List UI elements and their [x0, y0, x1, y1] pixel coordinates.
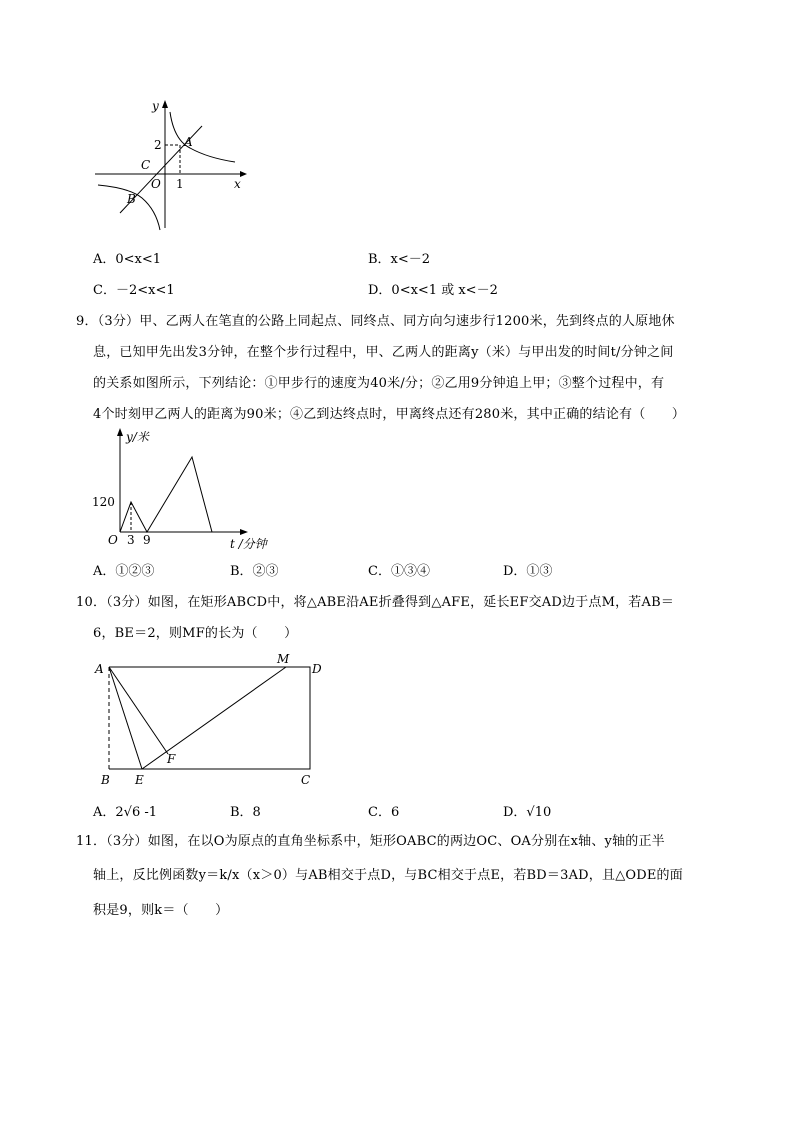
q9-option-d[interactable]: D．①③ [503, 564, 553, 579]
q9-text-line-4: 4个时刻甲乙两人的距离为90米；④乙到达终点时，甲离终点还有280米，其中正确的结论有（ ） [93, 407, 686, 422]
q9-option-a[interactable]: A．①②③ [93, 564, 155, 579]
graph-x-label: t /分钟 [230, 537, 267, 551]
y-axis-label: y [152, 99, 159, 113]
q11-text-line-3: 积是9，则k＝（ ） [93, 903, 229, 918]
x-axis-arrow [240, 171, 247, 177]
point-m: M [277, 652, 290, 666]
point-c-label: C [141, 158, 151, 172]
tick-2: 2 [154, 138, 162, 152]
q11-text-line-1: 11．（3分）如图，在以O为原点的直角坐标系中，矩形OABC的两边OC、OA分别在x轴、y轴的正半 [76, 834, 665, 849]
rect-outline [109, 667, 310, 769]
point-d: D [312, 662, 322, 676]
graph-x-axis-arrow [240, 529, 248, 535]
q9-text-line-2: 息，已知甲先出发3分钟，在整个步行过程中，甲、乙两人的距离y（米）与甲出发的时间t/分钟之间 [93, 345, 674, 360]
point-c: C [301, 773, 311, 787]
origin-label: O [151, 177, 161, 191]
q10-rectangle-figure [90, 650, 330, 790]
q8-option-c[interactable]: C．－2<x<1 [93, 283, 175, 298]
q9-option-c[interactable]: C．①③④ [368, 564, 430, 579]
q9-text-line-1: 9．（3分）甲、乙两人在笔直的公路上同起点、同终点、同方向匀速步行1200米，先到终点的人原地休 [76, 314, 675, 329]
tick-1: 1 [176, 177, 184, 191]
q9-option-b[interactable]: B．②③ [230, 564, 279, 579]
point-f: F [167, 752, 176, 766]
point-a: A [95, 662, 104, 676]
hyperbola-branch-first-quadrant [170, 112, 235, 162]
distance-curve [120, 457, 212, 532]
q9-distance-time-graph [88, 424, 288, 554]
q11-text-line-2: 轴上，反比例函数y＝k/x（x＞0）与AB相交于点D，与BC相交于点E，若BD＝3AD，且△ODE的面 [93, 868, 683, 883]
q10-text-line-1: 10．（3分）如图，在矩形ABCD中，将△ABE沿AE折叠得到△AFE，延长EF交AD边于点M，若AB＝ [76, 595, 675, 610]
tick-120: 120 [92, 495, 115, 509]
q10-option-b[interactable]: B．8 [230, 805, 261, 820]
point-b-label: B [127, 192, 136, 206]
point-b: B [101, 773, 110, 787]
q8-option-d[interactable]: D．0<x<1 或 x<－2 [368, 283, 498, 298]
segment-ae [109, 667, 142, 769]
point-a-label: A [184, 135, 193, 149]
x-axis-label: x [234, 177, 241, 191]
graph-y-label: y/米 [126, 430, 149, 444]
tick-origin: O [108, 533, 118, 547]
q10-text-line-2: 6，BE＝2，则MF的长为（ ） [93, 626, 298, 641]
point-e: E [135, 773, 144, 787]
q8-option-a[interactable]: A．0<x<1 [93, 252, 162, 267]
tick-3: 3 [127, 533, 135, 547]
q10-option-c[interactable]: C．6 [368, 805, 400, 820]
y-axis-arrow [162, 100, 168, 108]
q9-text-line-3: 的关系如图所示，下列结论：①甲步行的速度为40米/分；②乙用9分钟追上甲；③整个过程中，有 [93, 376, 665, 391]
segment-af [109, 667, 168, 754]
q10-option-d[interactable]: D．√10 [503, 805, 552, 820]
segment-em [142, 667, 286, 769]
tick-9: 9 [143, 533, 151, 547]
q8-hyperbola-figure [90, 98, 260, 233]
q8-option-b[interactable]: B．x<－2 [368, 252, 431, 267]
q10-option-a[interactable]: A．2√6 -1 [93, 805, 158, 820]
graph-y-axis-arrow [117, 428, 123, 436]
